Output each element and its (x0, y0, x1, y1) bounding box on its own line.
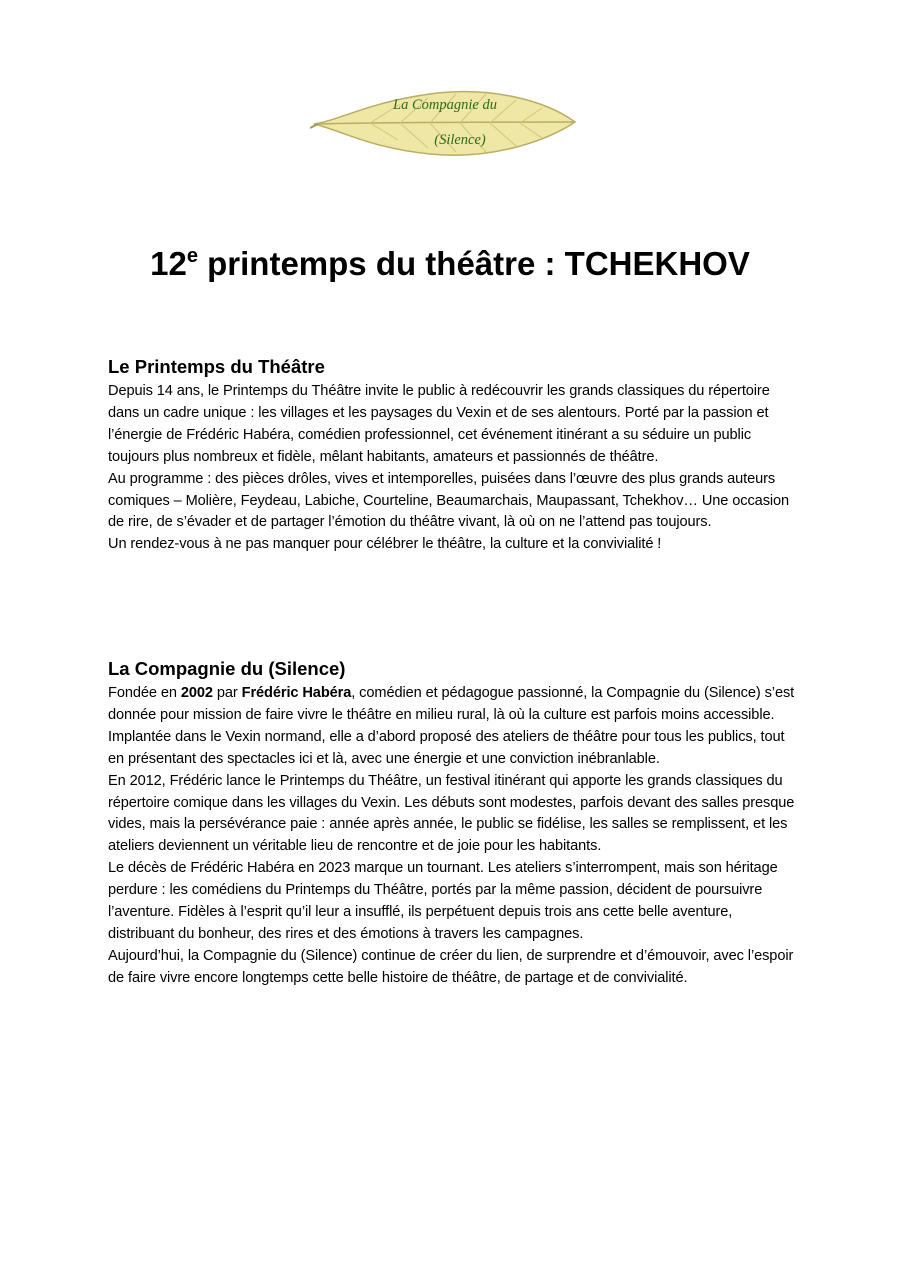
leaf-logo-icon (310, 82, 580, 164)
paragraph: En 2012, Frédéric lance le Printemps du Théâtre, un festival itinérant qui apporte les grands classiques du répertoire comique dans les villages du Vexin. Les débuts sont modestes, parfois devant des salles presque vides, mais la persévérance paie : année après année, le public se fidélise, les salles se remplissent, et les ateliers deviennent un véritable lieu de rencontre et de joie pour les habitants. (108, 772, 795, 855)
paragraph: Depuis 14 ans, le Printemps du Théâtre invite le public à redécouvrir les grands classiques du répertoire dans un cadre unique : les villages et les paysages du Vexin et de ses alentours. Porté par la passion et l’énergie de Frédéric Habéra, comédien professionnel, cet événement itinérant a su séduire un public toujours plus nombreux et fidèle, mêlant habitants, amateurs et passionnés de théâtre. (108, 383, 770, 465)
paragraph: Le décès de Frédéric Habéra en 2023 marque un tournant. Les ateliers s’interrompent, mais son héritage perdure : les comédiens du Printemps du Théâtre, portés par la même passion, décident de poursuivre l’aventure. Fidèles à l’esprit qu’il leur a insufflé, ils perpétuent depuis trois ans cette belle aventure, distribuant du bonheur, des rires et des émotions à travers les campagnes. (108, 860, 778, 942)
intro-text: par (212, 685, 242, 701)
founder-name: Frédéric Habéra (241, 685, 352, 701)
paragraph: Au programme : des pièces drôles, vives et intemporelles, puisées dans l’œuvre des plus grands auteurs comiques – Molière, Feydeau, Labiche, Courteline, Beaumarchais, Maupassant, Tchekhov… Une occasion de rire, de s’évader et de partager l’émotion du théâtre vivant, là où on ne l’attend pas toujours. (108, 470, 790, 531)
section-heading: La Compagnie du (Silence) (108, 658, 346, 679)
section-compagnie (108, 655, 798, 990)
logo-line-2: (Silence) (434, 132, 486, 148)
intro-text: , comédien et pédagogue passionné, la Compagnie du (Silence) s’est donnée pour mission de faire vivre le théâtre en milieu rural, là où la culture est parfois moins accessible. Implantée dans le Vexin normand, elle a d’abord proposé des ateliers de théâtre pour tous les publics, tout en présentant des spectacles ici et là, avec une énergie et une conviction inébranlable. (108, 685, 795, 767)
logo-line-1: La Compagnie du (393, 97, 497, 113)
section-printemps (108, 353, 798, 556)
section-heading: Le Printemps du Théâtre (108, 356, 325, 377)
title-number: 12 (150, 245, 187, 282)
company-logo (310, 82, 580, 164)
intro-text: Fondée en (108, 685, 181, 701)
title-text: printemps du théâtre : TCHEKHOV (197, 245, 750, 282)
title-superscript: e (186, 245, 198, 267)
paragraph-intro (108, 683, 798, 771)
page-title (0, 240, 900, 288)
paragraph: Aujourd’hui, la Compagnie du (Silence) continue de créer du lien, de surprendre et d’émouvoir, avec l’espoir de faire vivre encore longtemps cette belle histoire de théâtre, de partage et de convivialité. (108, 947, 794, 986)
founding-year: 2002 (180, 685, 213, 701)
paragraph: Un rendez-vous à ne pas manquer pour célébrer le théâtre, la culture et la convivialité ! (108, 536, 662, 553)
